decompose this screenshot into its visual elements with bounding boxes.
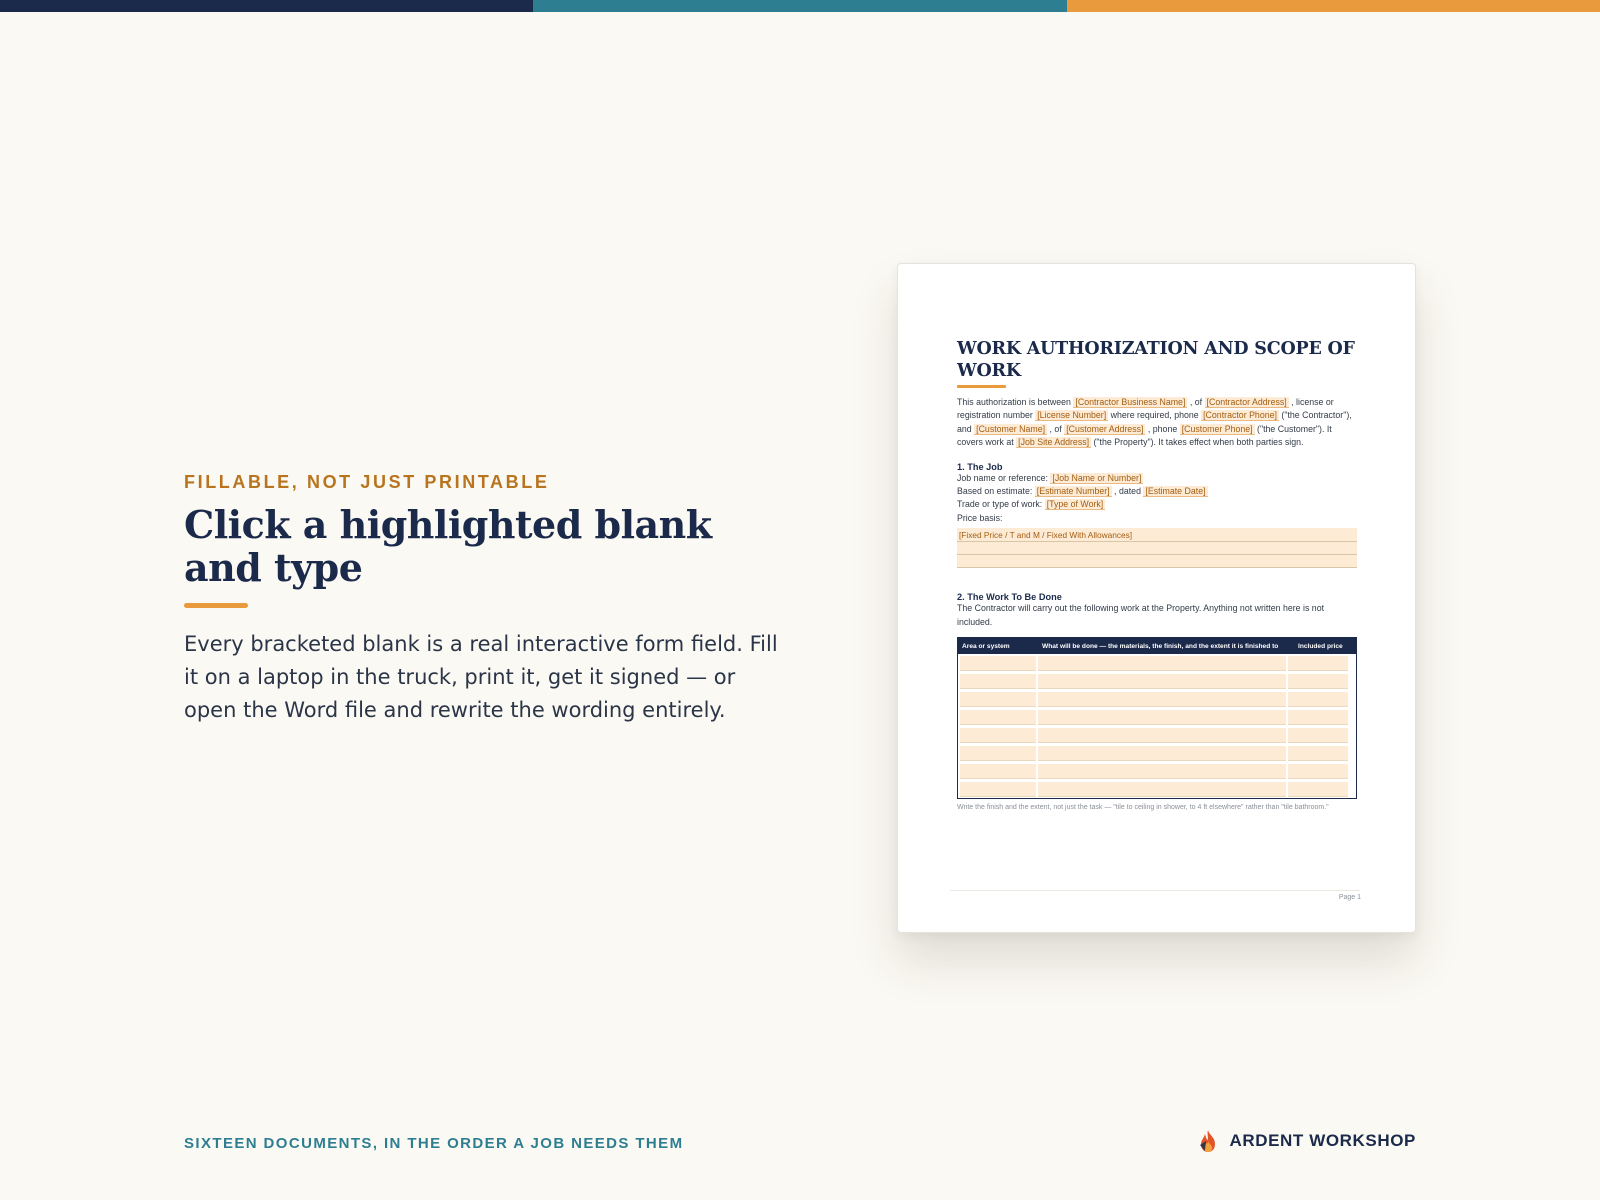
intro-text: , phone — [1145, 423, 1180, 434]
document-preview — [897, 263, 1416, 933]
work-cell[interactable] — [1038, 746, 1286, 761]
license-number-field[interactable]: [License Number] — [1037, 410, 1107, 421]
footer-brand — [1197, 1129, 1416, 1153]
top-bar-navy-segment — [0, 0, 533, 12]
work-cell[interactable] — [1038, 728, 1286, 743]
section-2-intro: The Contractor will carry out the following work at the Property. Anything not written here is not included. — [957, 603, 1325, 627]
work-cell[interactable] — [1038, 674, 1286, 689]
column-header-price: Included price — [1298, 642, 1343, 650]
footer-tagline: SIXTEEN DOCUMENTS, IN THE ORDER A JOB NEEDS THEM — [184, 1135, 684, 1152]
area-cell[interactable] — [960, 674, 1036, 689]
area-cell[interactable] — [960, 764, 1036, 779]
intro-text: ("the Property"). It takes effect when both parties sign. — [1091, 437, 1304, 448]
area-cell[interactable] — [960, 656, 1036, 671]
price-cell[interactable] — [1288, 710, 1348, 725]
customer-name-field[interactable]: [Customer Name] — [976, 423, 1046, 434]
work-cell[interactable] — [1038, 764, 1286, 779]
intro-text: where required, phone — [1108, 410, 1202, 421]
table-row — [958, 654, 1356, 672]
table-row — [958, 762, 1356, 780]
area-cell[interactable] — [960, 710, 1036, 725]
price-cell[interactable] — [1288, 764, 1348, 779]
table-row — [958, 780, 1356, 798]
top-bar-teal-segment — [533, 0, 1066, 12]
work-cell[interactable] — [1038, 710, 1286, 725]
hero-body-text: Every bracketed blank is a real interactive form field. Fill it on a laptop in the truck, print it, get it signed — or open the Word file and rewrite the wording entirely. — [184, 632, 778, 722]
scope-table — [957, 637, 1357, 799]
intro-paragraph — [957, 396, 1357, 450]
price-box-rule — [957, 541, 1357, 542]
document-content — [957, 338, 1357, 813]
price-cell[interactable] — [1288, 692, 1348, 707]
estimate-number-field[interactable]: [Estimate Number] — [1036, 486, 1110, 497]
job-name-label: Job name or reference: — [957, 472, 1051, 483]
price-basis-label: Price basis: — [957, 512, 1003, 523]
price-cell[interactable] — [1288, 782, 1348, 797]
contractor-business-name-field[interactable]: [Contractor Business Name] — [1075, 397, 1186, 407]
document-title: WORK AUTHORIZATION AND SCOPE OF WORK — [957, 339, 1355, 381]
area-cell[interactable] — [960, 728, 1036, 743]
price-cell[interactable] — [1288, 728, 1348, 743]
intro-text: ("the Customer"). It covers work at — [957, 423, 1332, 448]
table-row — [958, 708, 1356, 726]
price-cell[interactable] — [1288, 656, 1348, 671]
estimate-label: Based on estimate: — [957, 486, 1035, 497]
intro-text: ("the Contractor"), and — [957, 410, 1352, 434]
customer-address-field[interactable]: [Customer Address] — [1066, 423, 1144, 434]
dated-label: , dated — [1111, 486, 1144, 497]
work-cell[interactable] — [1038, 656, 1286, 671]
contractor-phone-field[interactable]: [Contractor Phone] — [1203, 410, 1277, 421]
job-name-field[interactable]: [Job Name or Number] — [1052, 472, 1142, 483]
customer-phone-field[interactable]: [Customer Phone] — [1181, 423, 1253, 434]
column-header-area: Area or system — [962, 642, 1010, 650]
table-row — [958, 672, 1356, 690]
job-name-line — [957, 472, 1357, 485]
table-row — [958, 744, 1356, 762]
column-header-work: What will be done — the materials, the finish, and the extent it is finished to — [1042, 642, 1279, 650]
area-cell[interactable] — [960, 692, 1036, 707]
flame-icon — [1197, 1129, 1219, 1153]
document-title-rule — [957, 385, 1006, 388]
type-of-work-field[interactable]: [Type of Work] — [1046, 499, 1104, 510]
trade-line — [957, 498, 1357, 511]
contractor-address-field[interactable]: [Contractor Address] — [1206, 397, 1287, 407]
page-headline: Click a highlighted blank and type — [184, 502, 712, 590]
estimate-line — [957, 485, 1357, 498]
table-row — [958, 726, 1356, 744]
price-box-rule — [957, 554, 1357, 555]
scope-table-header — [958, 638, 1356, 654]
intro-text: , of — [1047, 423, 1065, 434]
scope-table-body — [958, 654, 1356, 798]
headline-accent-rule — [184, 603, 248, 608]
area-cell[interactable] — [960, 746, 1036, 761]
section-1-heading: 1. The Job — [957, 461, 1003, 472]
trade-label: Trade or type of work: — [957, 499, 1045, 510]
price-basis-field-text: [Fixed Price / T and M / Fixed With Allowances] — [959, 530, 1133, 541]
work-cell[interactable] — [1038, 782, 1286, 797]
top-color-bar — [0, 0, 1600, 12]
area-cell[interactable] — [960, 782, 1036, 797]
page-number: Page 1 — [1338, 894, 1361, 901]
job-site-address-field[interactable]: [Job Site Address] — [1018, 437, 1090, 448]
table-note: Write the finish and the extent, not just the task — "tile to ceiling in shower, to 4 ft elsewhere" rather than "tile bathroom." — [957, 804, 1329, 812]
estimate-date-field[interactable]: [Estimate Date] — [1145, 486, 1206, 497]
top-bar-orange-segment — [1067, 0, 1600, 12]
document-footer-rule — [950, 890, 1360, 891]
intro-text: , license or registration number — [957, 397, 1334, 421]
section-2-heading: 2. The Work To Be Done — [957, 592, 1062, 603]
price-cell[interactable] — [1288, 674, 1348, 689]
table-row — [958, 690, 1356, 708]
intro-text: This authorization is between — [957, 397, 1074, 407]
intro-text: , of — [1187, 397, 1205, 407]
price-basis-field[interactable] — [957, 528, 1357, 568]
eyebrow-label: FILLABLE, NOT JUST PRINTABLE — [184, 472, 550, 492]
brand-name: ARDENT WORKSHOP — [1229, 1131, 1416, 1150]
work-cell[interactable] — [1038, 692, 1286, 707]
price-cell[interactable] — [1288, 746, 1348, 761]
hero-text-block — [184, 472, 794, 727]
